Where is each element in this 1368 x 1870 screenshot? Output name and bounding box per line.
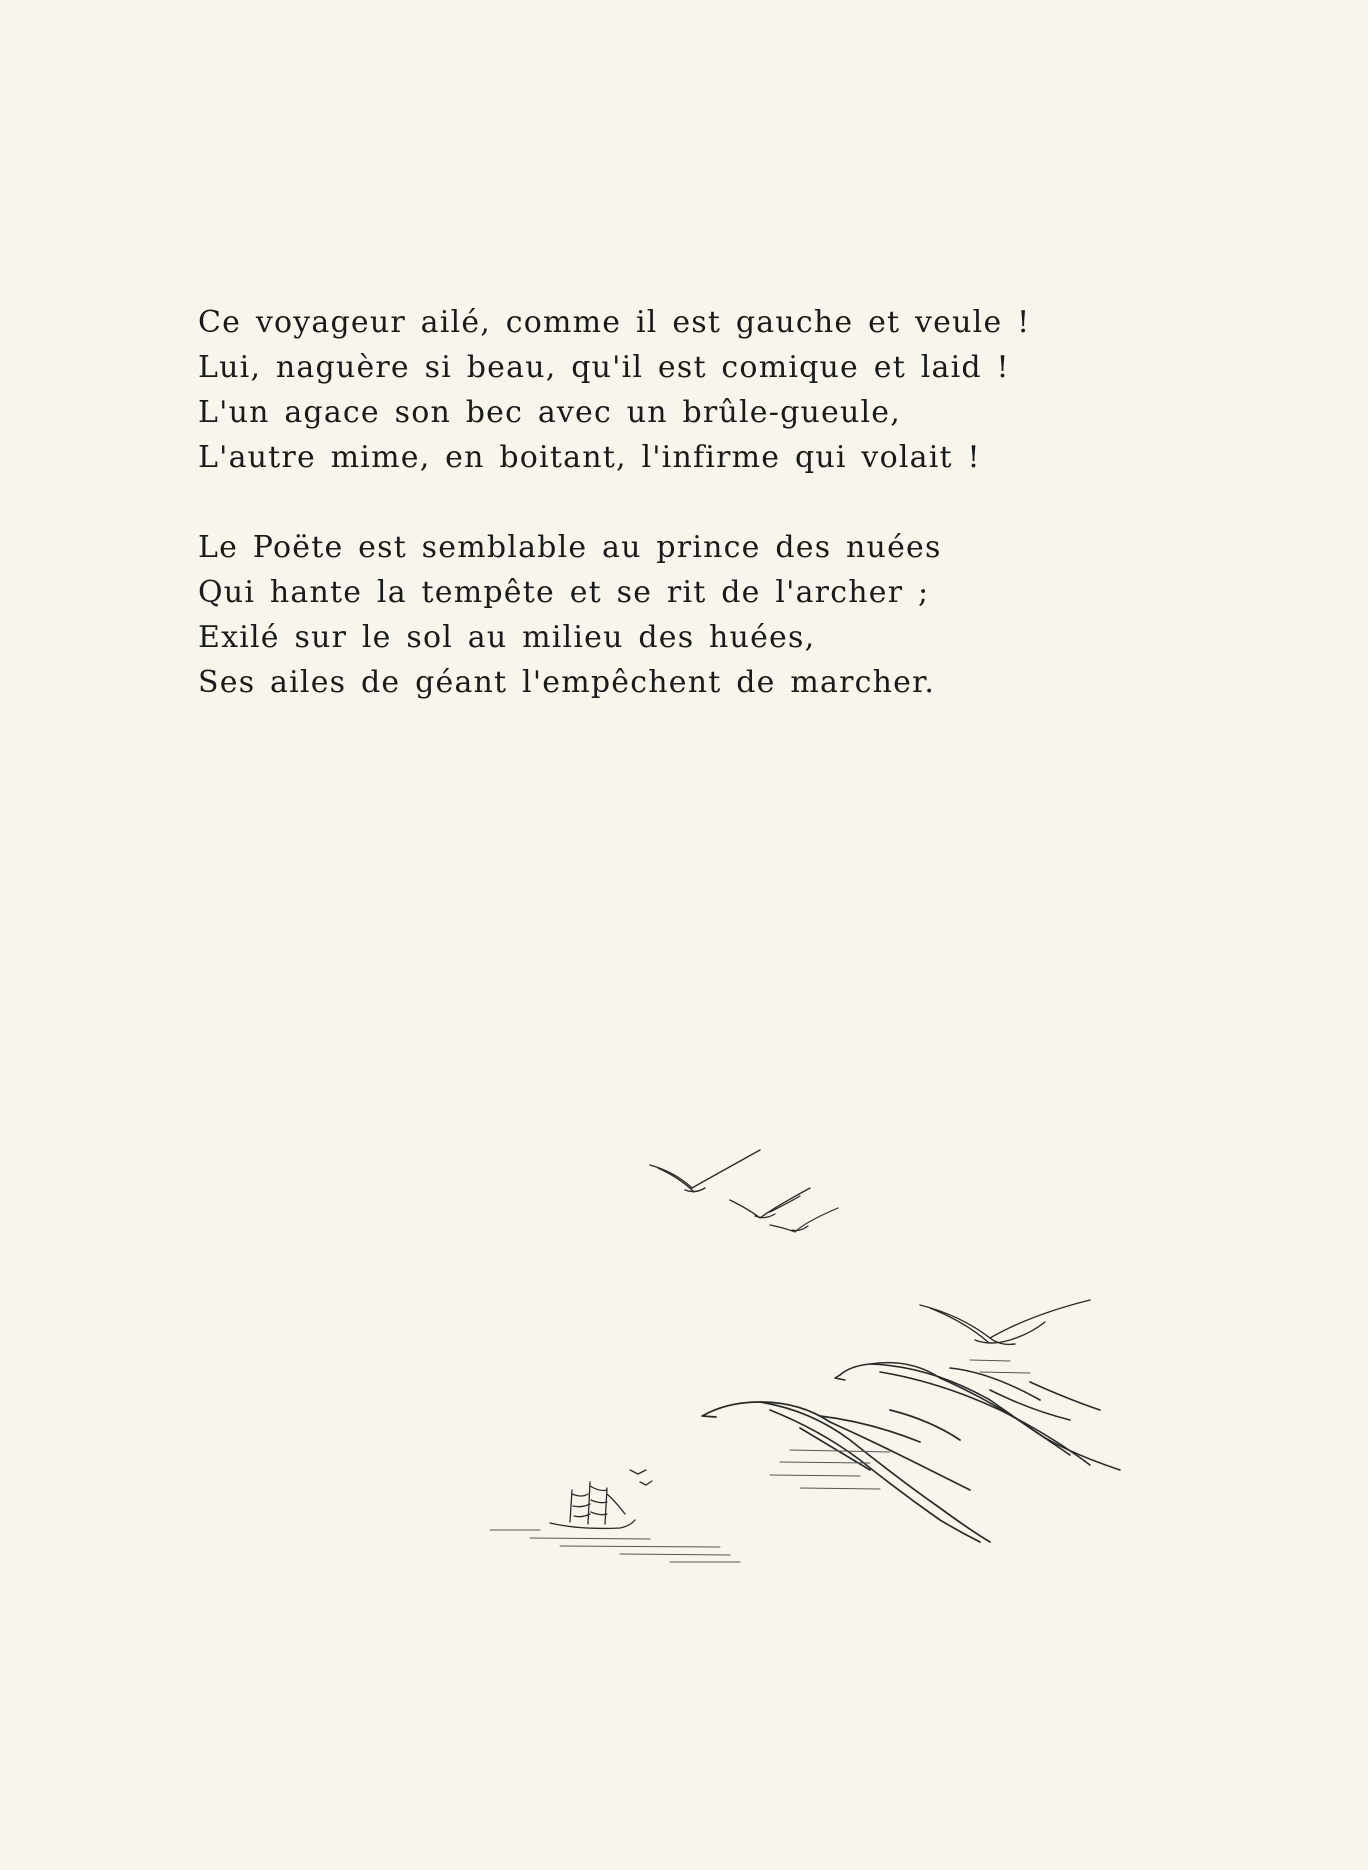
stanza-2: [198, 525, 1030, 705]
sailing-ship-icon: [550, 1470, 652, 1528]
albatross-engraving-icon: [470, 1110, 1150, 1600]
gull-icon: [920, 1300, 1090, 1344]
verse-line: Exilé sur le sol au milieu des huées,: [198, 620, 816, 655]
albatross-icon: [835, 1363, 1120, 1470]
verse-line: Ce voyageur ailé, comme il est gauche et veule !: [198, 305, 1031, 340]
poem-text: [198, 300, 1030, 750]
albatross-icon: [702, 1402, 990, 1542]
verse-line: Qui hante la tempête et se rit de l'archer ;: [198, 575, 930, 610]
verse-line: L'autre mime, en boitant, l'infirme qui volait !: [198, 440, 981, 475]
small-bird-icon: [650, 1150, 760, 1192]
small-bird-icon: [770, 1208, 838, 1232]
verse-line: Ses ailes de géant l'empêchent de marcher.: [198, 665, 936, 700]
sea-waves: [490, 1360, 1030, 1562]
stanza-1: [198, 300, 1030, 480]
verse-line: Lui, naguère si beau, qu'il est comique et laid !: [198, 350, 1010, 385]
verse-line: L'un agace son bec avec un brûle-gueule,: [198, 395, 901, 430]
small-bird-icon: [730, 1188, 810, 1218]
verse-line: Le Poëte est semblable au prince des nuées: [198, 530, 942, 565]
